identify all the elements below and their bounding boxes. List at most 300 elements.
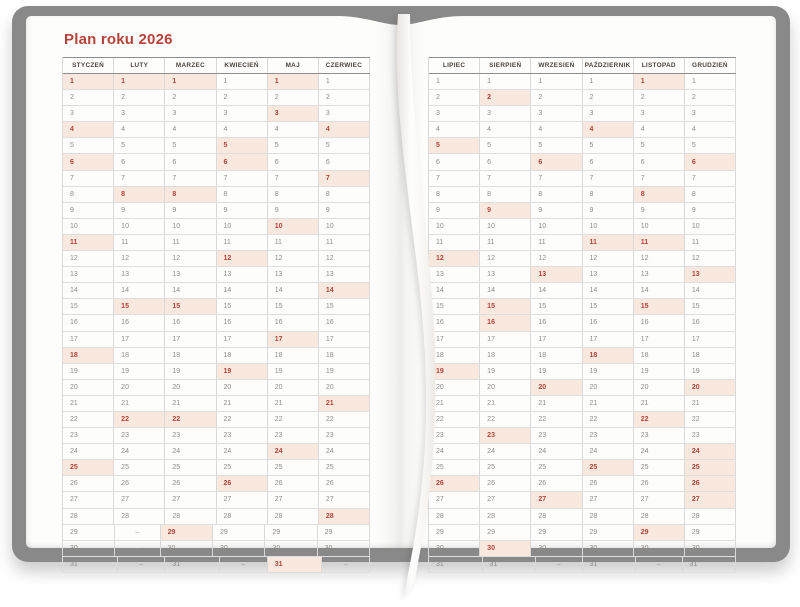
day-cell: 15 [114, 299, 165, 314]
day-cell: 22 [634, 412, 685, 427]
day-cell: 16 [583, 315, 634, 330]
day-cell: 25 [63, 460, 114, 475]
day-row [63, 315, 370, 331]
day-row [63, 251, 370, 267]
day-cell: 2 [319, 90, 370, 105]
day-cell: 29 [63, 525, 115, 540]
day-cell: 26 [268, 476, 319, 491]
day-cell: 18 [63, 348, 114, 363]
day-cell: 19 [429, 364, 480, 379]
day-cell: 19 [480, 364, 531, 379]
day-cell: 22 [429, 412, 480, 427]
day-cell: 28 [685, 509, 736, 524]
day-cell: 6 [319, 154, 370, 169]
day-cell: 31 [483, 557, 537, 572]
day-cell: 1 [583, 74, 634, 89]
day-cell: 22 [583, 412, 634, 427]
day-cell: 5 [114, 138, 165, 153]
day-row [63, 444, 370, 460]
day-cell: 30 [265, 541, 317, 556]
day-cell: 11 [217, 235, 268, 250]
day-cell: 25 [165, 460, 216, 475]
day-row [429, 525, 736, 541]
day-cell: 8 [319, 187, 370, 202]
day-row [429, 380, 736, 396]
day-cell: 17 [63, 332, 114, 347]
day-cell: 10 [531, 219, 582, 234]
day-cell: 20 [429, 380, 480, 395]
day-cell: 15 [165, 299, 216, 314]
day-cell: 22 [685, 412, 736, 427]
day-row [429, 492, 736, 508]
day-cell: 3 [480, 106, 531, 121]
day-row [63, 541, 370, 557]
day-cell: 17 [114, 332, 165, 347]
day-cell: 12 [634, 251, 685, 266]
day-cell: 24 [63, 444, 114, 459]
day-cell: 8 [634, 187, 685, 202]
day-cell: 7 [268, 171, 319, 186]
day-cell: 10 [217, 219, 268, 234]
day-cell: 11 [634, 235, 685, 250]
day-cell: 15 [217, 299, 268, 314]
day-row [429, 444, 736, 460]
day-cell: 11 [531, 235, 582, 250]
day-cell: 1 [480, 74, 531, 89]
day-row [63, 557, 370, 573]
day-cell: 10 [583, 219, 634, 234]
day-row [429, 187, 736, 203]
day-cell: 6 [531, 154, 582, 169]
day-cell: 29 [213, 525, 265, 540]
day-cell: 24 [429, 444, 480, 459]
month-header: KWIECIEŃ [217, 58, 268, 73]
day-cell: 12 [685, 251, 736, 266]
day-cell: 3 [319, 106, 370, 121]
day-cell: 22 [480, 412, 531, 427]
day-cell: 10 [165, 219, 216, 234]
day-cell: 26 [531, 476, 582, 491]
day-cell: 11 [685, 235, 736, 250]
day-cell: 5 [480, 138, 531, 153]
day-cell: 30 [583, 541, 634, 556]
day-row [63, 90, 370, 106]
day-cell: 26 [63, 476, 114, 491]
day-row [63, 171, 370, 187]
day-cell: 19 [685, 364, 736, 379]
day-row [63, 364, 370, 380]
day-cell: 5 [531, 138, 582, 153]
day-cell: 24 [583, 444, 634, 459]
day-cell: 16 [480, 315, 531, 330]
day-cell: 29 [318, 525, 370, 540]
day-row [429, 364, 736, 380]
day-cell: 22 [531, 412, 582, 427]
day-row [63, 412, 370, 428]
day-row [429, 235, 736, 251]
day-cell: 5 [63, 138, 114, 153]
day-cell: 4 [531, 122, 582, 137]
day-cell: 17 [480, 332, 531, 347]
day-cell: 10 [429, 219, 480, 234]
day-cell: 27 [63, 492, 114, 507]
day-cell: 10 [685, 219, 736, 234]
day-cell: 4 [114, 122, 165, 137]
day-cell: 20 [114, 380, 165, 395]
day-cell: 28 [268, 509, 319, 524]
day-cell: 8 [217, 187, 268, 202]
day-cell: 3 [685, 106, 736, 121]
day-cell: 1 [531, 74, 582, 89]
day-cell: 3 [268, 106, 319, 121]
day-row [429, 122, 736, 138]
day-cell: 14 [268, 283, 319, 298]
day-row [63, 122, 370, 138]
day-row [429, 541, 736, 557]
page-title: Plan roku 2026 [64, 31, 173, 48]
day-cell: 27 [634, 492, 685, 507]
day-cell: 26 [583, 476, 634, 491]
day-cell: 24 [531, 444, 582, 459]
day-cell: 26 [114, 476, 165, 491]
day-cell: 7 [480, 171, 531, 186]
day-cell: 27 [685, 492, 736, 507]
day-row [63, 525, 370, 541]
day-cell: 12 [583, 251, 634, 266]
day-cell: 14 [217, 283, 268, 298]
day-cell: 31 [583, 557, 637, 572]
day-cell: 20 [583, 380, 634, 395]
day-cell: 10 [319, 219, 370, 234]
day-cell: 7 [319, 171, 370, 186]
day-row [429, 90, 736, 106]
month-header: STYCZEŃ [63, 58, 114, 73]
day-cell: 1 [217, 74, 268, 89]
day-cell: 12 [480, 251, 531, 266]
day-cell: 28 [583, 509, 634, 524]
day-cell: 31 [165, 557, 220, 572]
day-cell: 15 [63, 299, 114, 314]
day-cell: 13 [114, 267, 165, 282]
day-cell: 15 [685, 299, 736, 314]
day-cell: 11 [480, 235, 531, 250]
day-cell: 8 [531, 187, 582, 202]
day-cell: 19 [531, 364, 582, 379]
day-cell: 26 [165, 476, 216, 491]
day-cell: 10 [634, 219, 685, 234]
day-cell: 26 [634, 476, 685, 491]
day-cell: 22 [114, 412, 165, 427]
day-cell: 2 [583, 90, 634, 105]
month-header-row [63, 57, 370, 74]
day-cell: 28 [634, 509, 685, 524]
day-cell: 30 [480, 541, 531, 556]
day-cell: 8 [268, 187, 319, 202]
day-cell: 13 [63, 267, 114, 282]
day-cell: 23 [63, 428, 114, 443]
day-cell: 17 [319, 332, 370, 347]
day-cell: 2 [685, 90, 736, 105]
day-cell: 15 [319, 299, 370, 314]
day-cell: 16 [114, 315, 165, 330]
day-cell: 18 [531, 348, 582, 363]
day-cell: 9 [319, 203, 370, 218]
day-cell: 4 [319, 122, 370, 137]
day-cell: 1 [319, 74, 370, 89]
day-cell: 23 [114, 428, 165, 443]
day-cell: 2 [165, 90, 216, 105]
day-cell: 5 [217, 138, 268, 153]
day-cell: 4 [63, 122, 114, 137]
day-cell: 19 [583, 364, 634, 379]
day-cell: 4 [685, 122, 736, 137]
day-cell: 20 [268, 380, 319, 395]
day-cell: 19 [634, 364, 685, 379]
day-cell: 7 [165, 171, 216, 186]
day-cell: 20 [319, 380, 370, 395]
day-cell: 27 [531, 492, 582, 507]
day-row [63, 106, 370, 122]
day-cell: 19 [319, 364, 370, 379]
day-row [429, 412, 736, 428]
day-cell: 23 [480, 428, 531, 443]
day-row [429, 267, 736, 283]
day-cell: 6 [165, 154, 216, 169]
day-cell: 3 [217, 106, 268, 121]
day-cell: 30 [634, 541, 685, 556]
day-cell: 31 [63, 557, 118, 572]
day-cell: 21 [319, 396, 370, 411]
day-cell: 26 [429, 476, 480, 491]
day-cell: 21 [63, 396, 114, 411]
day-cell: 2 [634, 90, 685, 105]
day-cell: 1 [634, 74, 685, 89]
year-plan-table-left [62, 57, 370, 573]
day-cell: 9 [63, 203, 114, 218]
day-cell: 28 [429, 509, 480, 524]
day-row [429, 219, 736, 235]
day-row [63, 348, 370, 364]
day-cell: 12 [63, 251, 114, 266]
day-cell: 6 [480, 154, 531, 169]
day-cell: 10 [268, 219, 319, 234]
day-cell: 7 [531, 171, 582, 186]
day-cell: 12 [217, 251, 268, 266]
day-cell: 18 [429, 348, 480, 363]
month-header: WRZESIEŃ [531, 58, 582, 73]
day-cell: 6 [63, 154, 114, 169]
day-cell: 7 [63, 171, 114, 186]
day-cell: 25 [319, 460, 370, 475]
day-cell: 25 [217, 460, 268, 475]
day-cell: 1 [165, 74, 216, 89]
day-cell: 27 [583, 492, 634, 507]
day-cell: 31 [268, 557, 323, 572]
day-cell: 3 [165, 106, 216, 121]
day-cell: 24 [634, 444, 685, 459]
day-cell: 6 [217, 154, 268, 169]
day-cell: 27 [114, 492, 165, 507]
day-cell: 25 [429, 460, 480, 475]
day-cell: 16 [685, 315, 736, 330]
day-cell: 5 [165, 138, 216, 153]
day-cell: 24 [480, 444, 531, 459]
day-cell: 21 [268, 396, 319, 411]
month-header: MARZEC [165, 58, 216, 73]
day-cell: 24 [165, 444, 216, 459]
day-row [63, 187, 370, 203]
day-cell: 25 [634, 460, 685, 475]
month-header: MAJ [268, 58, 319, 73]
day-cell: 17 [685, 332, 736, 347]
day-cell: 14 [63, 283, 114, 298]
day-row [429, 509, 736, 525]
day-cell: 18 [217, 348, 268, 363]
day-cell: 24 [268, 444, 319, 459]
day-cell: 4 [268, 122, 319, 137]
day-row [63, 380, 370, 396]
day-cell: 7 [217, 171, 268, 186]
day-cell: 21 [114, 396, 165, 411]
day-cell: 4 [429, 122, 480, 137]
day-row [63, 396, 370, 412]
day-row [429, 203, 736, 219]
day-row [63, 138, 370, 154]
day-row [63, 332, 370, 348]
day-cell: 21 [429, 396, 480, 411]
day-cell: 23 [583, 428, 634, 443]
day-cell: 19 [217, 364, 268, 379]
month-header: LUTY [114, 58, 165, 73]
day-cell: 28 [319, 509, 370, 524]
day-cell: 22 [165, 412, 216, 427]
day-cell: 6 [429, 154, 480, 169]
day-cell: 7 [634, 171, 685, 186]
day-row [429, 283, 736, 299]
day-cell: 14 [583, 283, 634, 298]
day-cell: 16 [634, 315, 685, 330]
day-cell: 23 [429, 428, 480, 443]
day-cell: 21 [217, 396, 268, 411]
day-cell: 24 [319, 444, 370, 459]
day-row [429, 348, 736, 364]
day-cell: 14 [634, 283, 685, 298]
day-cell: 9 [429, 203, 480, 218]
day-cell: 3 [63, 106, 114, 121]
day-cell: 28 [480, 509, 531, 524]
day-cell: 5 [319, 138, 370, 153]
day-cell: 8 [429, 187, 480, 202]
day-cell: 12 [114, 251, 165, 266]
day-cell: 9 [217, 203, 268, 218]
day-cell: 26 [217, 476, 268, 491]
day-cell: 17 [268, 332, 319, 347]
day-row [429, 138, 736, 154]
day-row [429, 315, 736, 331]
day-cell: 22 [319, 412, 370, 427]
day-cell: 3 [583, 106, 634, 121]
day-cell: 16 [268, 315, 319, 330]
day-cell: – [115, 541, 160, 556]
day-row [429, 106, 736, 122]
day-cell: 18 [634, 348, 685, 363]
day-cell: 21 [634, 396, 685, 411]
day-cell: 17 [217, 332, 268, 347]
day-cell: 27 [268, 492, 319, 507]
day-cell: 29 [583, 525, 634, 540]
day-cell: – [220, 557, 268, 572]
day-cell: 15 [429, 299, 480, 314]
day-row [429, 74, 736, 90]
day-cell: 2 [63, 90, 114, 105]
day-cell: 7 [114, 171, 165, 186]
day-cell: 9 [685, 203, 736, 218]
day-cell: 26 [480, 476, 531, 491]
day-cell: 6 [268, 154, 319, 169]
month-header: LISTOPAD [634, 58, 685, 73]
day-cell: 21 [165, 396, 216, 411]
day-cell: 8 [114, 187, 165, 202]
day-cell: 28 [217, 509, 268, 524]
day-row [63, 235, 370, 251]
day-cell: 11 [268, 235, 319, 250]
day-cell: 8 [685, 187, 736, 202]
day-cell: 27 [165, 492, 216, 507]
day-cell: 29 [634, 525, 685, 540]
day-cell: 14 [114, 283, 165, 298]
day-row [429, 460, 736, 476]
day-cell: 3 [634, 106, 685, 121]
day-cell: 10 [63, 219, 114, 234]
day-cell: 2 [531, 90, 582, 105]
day-row [63, 74, 370, 90]
day-cell: 9 [165, 203, 216, 218]
day-cell: 3 [531, 106, 582, 121]
day-cell: 1 [268, 74, 319, 89]
day-cell: 18 [268, 348, 319, 363]
day-cell: 9 [583, 203, 634, 218]
day-cell: 29 [531, 525, 582, 540]
day-cell: – [322, 557, 370, 572]
day-cell: 14 [685, 283, 736, 298]
day-cell: 4 [634, 122, 685, 137]
day-cell: 8 [583, 187, 634, 202]
day-cell: 9 [480, 203, 531, 218]
day-row [63, 460, 370, 476]
day-cell: 7 [583, 171, 634, 186]
day-cell: 19 [114, 364, 165, 379]
day-cell: 26 [685, 476, 736, 491]
day-cell: 17 [429, 332, 480, 347]
day-cell: 29 [480, 525, 531, 540]
day-cell: 30 [213, 541, 265, 556]
day-row [63, 476, 370, 492]
day-cell: 31 [683, 557, 737, 572]
day-row [429, 428, 736, 444]
day-row [63, 219, 370, 235]
day-cell: 13 [685, 267, 736, 282]
day-cell: 30 [161, 541, 213, 556]
day-row [429, 171, 736, 187]
day-cell: 4 [165, 122, 216, 137]
day-cell: 3 [114, 106, 165, 121]
day-cell: 30 [531, 541, 582, 556]
day-cell: 14 [319, 283, 370, 298]
day-row [63, 492, 370, 508]
day-cell: 2 [429, 90, 480, 105]
day-cell: 19 [63, 364, 114, 379]
day-cell: 18 [114, 348, 165, 363]
